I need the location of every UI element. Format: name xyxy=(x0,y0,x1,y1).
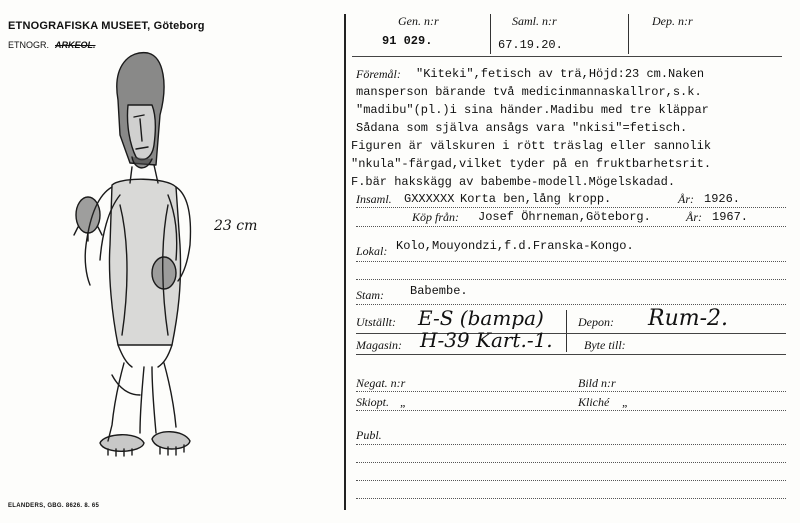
insaml-ar-value: 1926. xyxy=(704,192,741,206)
publ-rule-3 xyxy=(356,480,786,481)
kop-ar-label: År: xyxy=(686,210,702,224)
skiopt-ditto: „ xyxy=(400,395,407,409)
insaml-value: Korta ben,lång kropp. xyxy=(460,192,612,206)
foremal-line-7: F.bär hakskägg av babembe-modell.Mögelskadad. xyxy=(351,175,676,189)
card-divider xyxy=(344,14,346,510)
foremal-line-6: "nkula"-färgad,vilket tyder på en fruktbarhetsrit. xyxy=(351,157,712,171)
skiopt-rule xyxy=(356,410,786,411)
insaml-ar-label: År: xyxy=(678,192,694,206)
stam-label: Stam: xyxy=(356,288,384,302)
kop-value: Josef Öhrneman,Göteborg. xyxy=(478,210,651,224)
printer-line: ELANDERS, GBG. 8626. 8. 65 xyxy=(8,503,100,509)
header-separator-1 xyxy=(490,14,491,54)
insaml-label: Insaml. xyxy=(356,192,392,206)
gen-value: 91 029. xyxy=(382,34,433,48)
foremal-line-3: "madibu"(pl.)i sina händer.Madibu med tre kläppar xyxy=(356,103,709,117)
lokal-rule-2 xyxy=(356,279,786,280)
foremal-line-1: "Kiteki",fetisch av trä,Höjd:23 cm.Naken xyxy=(416,67,705,81)
stam-value: Babembe. xyxy=(410,284,468,298)
lokal-label: Lokal: xyxy=(356,244,388,258)
insaml-rule xyxy=(356,207,786,208)
skiopt-label: Skiopt. xyxy=(356,395,389,409)
fetish-figure-drawing xyxy=(60,45,225,460)
kop-ar-value: 1967. xyxy=(712,210,749,224)
lokal-value: Kolo,Mouyondzi,f.d.Franska-Kongo. xyxy=(396,239,634,253)
museum-name: ETNOGRAFISKA MUSEET, Göteborg xyxy=(8,20,205,32)
utstallt-value: E-S (bampa) xyxy=(418,306,544,330)
publ-rule-1 xyxy=(356,444,786,445)
magasin-rule xyxy=(356,354,786,355)
magasin-value: H-39 Kart.-1. xyxy=(420,328,553,352)
depon-label: Depon: xyxy=(578,315,614,329)
kop-label: Köp från: xyxy=(412,210,460,224)
cliche-label: Kliché xyxy=(578,395,610,409)
gen-label: Gen. n:r xyxy=(398,14,439,28)
negat-rule xyxy=(356,391,786,392)
foremal-label: Föremål: xyxy=(356,67,401,81)
storage-separator xyxy=(566,310,567,352)
dep-label: Dep. n:r xyxy=(652,14,693,28)
saml-label: Saml. n:r xyxy=(512,14,557,28)
publ-rule-4 xyxy=(356,498,786,499)
stam-rule xyxy=(356,304,786,305)
saml-value: 67.19.20. xyxy=(498,38,563,52)
depon-value: Rum-2. xyxy=(648,306,729,331)
insaml-struck: GXXXXXX xyxy=(404,192,455,206)
kop-rule xyxy=(356,226,786,227)
size-note: 23 cm xyxy=(214,218,258,234)
foremal-line-5: Figuren är välskuren i rött träslag eller sannolik xyxy=(351,139,712,153)
cliche-ditto: „ xyxy=(622,395,629,409)
publ-label: Publ. xyxy=(356,428,382,442)
department: ETNOGR. xyxy=(8,40,50,50)
department-struck: ARKEOL. xyxy=(55,40,96,50)
lokal-rule xyxy=(356,261,786,262)
foremal-line-4: Sådana som själva ansågs vara "nkisi"=fetisch. xyxy=(356,121,688,135)
utstallt-label: Utställt: xyxy=(356,315,397,329)
foremal-line-2: mansperson bärande två medicinmannaskallror,s.k. xyxy=(356,85,702,99)
publ-rule-2 xyxy=(356,462,786,463)
negat-label: Negat. n:r xyxy=(356,376,406,390)
header-rule xyxy=(352,56,782,57)
bild-label: Bild n:r xyxy=(578,376,616,390)
magasin-label: Magasin: xyxy=(356,338,402,352)
header-separator-2 xyxy=(628,14,629,54)
byte-label: Byte till: xyxy=(584,338,626,352)
